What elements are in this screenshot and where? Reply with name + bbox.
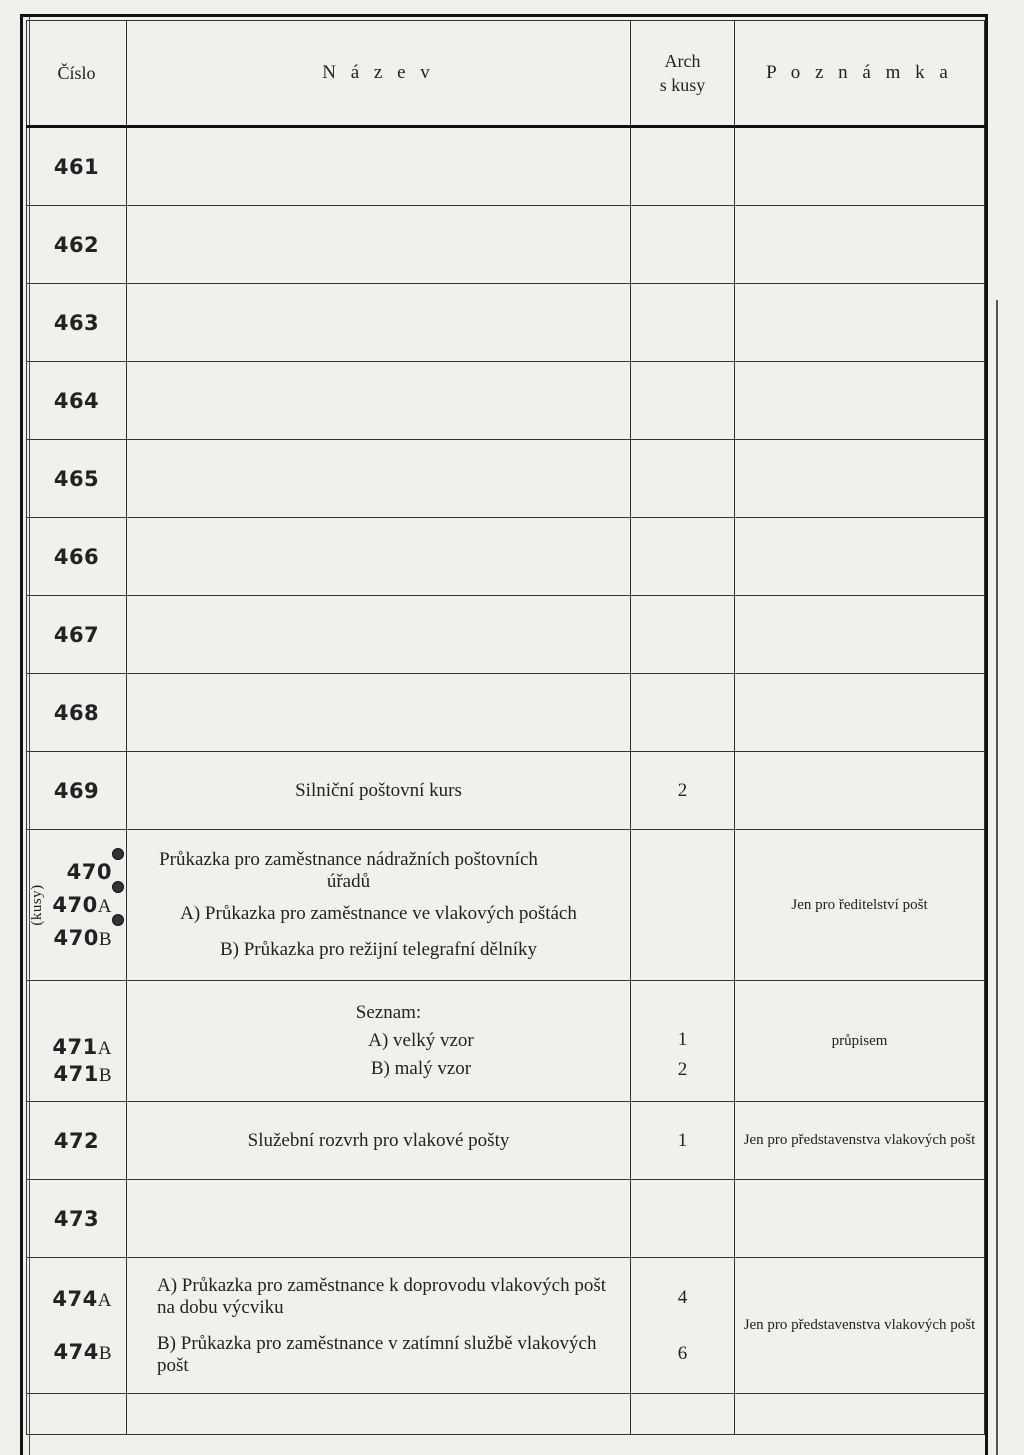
row-number-group <box>27 1258 127 1394</box>
row-note <box>735 440 985 518</box>
row-arch-b: 2 <box>677 1059 688 1080</box>
table-row <box>27 518 985 596</box>
table-row <box>27 752 985 830</box>
row-name-main: Průkazka pro zaměstnance nádražních poštovních úřadů <box>159 849 538 892</box>
row-number: 467 <box>27 596 127 674</box>
table-row <box>27 362 985 440</box>
row-arch <box>631 518 735 596</box>
registered-mark-icon <box>112 881 124 893</box>
row-note: Jen pro ředitelství pošt <box>735 830 985 981</box>
row-note <box>735 752 985 830</box>
row-name <box>127 1394 631 1435</box>
row-name <box>127 596 631 674</box>
row-arch <box>631 981 735 1102</box>
row-name <box>127 1258 631 1394</box>
row-arch <box>631 1394 735 1435</box>
row-number <box>27 1394 127 1435</box>
row-name <box>127 830 631 981</box>
row-arch: 2 <box>631 752 735 830</box>
row-note <box>735 674 985 752</box>
row-arch-a: 4 <box>677 1286 688 1308</box>
table-row-470 <box>27 830 985 981</box>
table-row-empty <box>27 1394 985 1435</box>
table-row <box>27 440 985 518</box>
row-note: Jen pro představenstva vlakových pošt <box>735 1258 985 1394</box>
table-row-474 <box>27 1258 985 1394</box>
row-name <box>127 127 631 206</box>
row-name <box>127 284 631 362</box>
form-catalog-table <box>26 20 985 1435</box>
row-number: 474 <box>52 1286 98 1311</box>
row-arch-b: 6 <box>677 1342 688 1364</box>
row-number: 464 <box>27 362 127 440</box>
row-arch <box>631 440 735 518</box>
row-number-suffix: B <box>98 928 112 950</box>
row-note: Jen pro představenstva vlakových pošt <box>735 1102 985 1180</box>
page-edge-line <box>996 300 998 1455</box>
row-arch: 1 <box>631 1102 735 1180</box>
table-row <box>27 206 985 284</box>
row-number: 461 <box>27 127 127 206</box>
row-arch <box>631 830 735 981</box>
row-number: 473 <box>27 1180 127 1258</box>
registered-mark-icon <box>112 914 124 926</box>
row-number-suffix: A <box>97 895 112 917</box>
row-arch <box>631 1180 735 1258</box>
row-number-suffix: A <box>97 1038 112 1059</box>
row-number-group <box>27 830 127 981</box>
row-name <box>127 440 631 518</box>
table-row-471 <box>27 981 985 1102</box>
row-arch <box>631 596 735 674</box>
header-row <box>27 21 985 127</box>
row-number: 474 <box>53 1339 99 1364</box>
row-note <box>735 1394 985 1435</box>
row-number: 468 <box>27 674 127 752</box>
row-number: 470 <box>66 859 112 884</box>
row-name-b: B) Průkazka pro režijní telegrafní dělníky <box>219 939 538 960</box>
table-row <box>27 127 985 206</box>
row-arch <box>631 206 735 284</box>
header-name: N á z e v <box>127 21 631 127</box>
row-number: 466 <box>27 518 127 596</box>
table-row <box>27 596 985 674</box>
side-label-kusy: (kusy) <box>29 884 46 926</box>
table-row <box>27 674 985 752</box>
row-number: 470 <box>53 925 99 950</box>
row-arch <box>631 362 735 440</box>
row-item-a: A) Průkazka pro zaměstnance k doprovodu vlakových pošt na dobu výcviku <box>157 1274 607 1318</box>
row-item-a: A) velký vzor <box>368 1030 474 1051</box>
row-number: 465 <box>27 440 127 518</box>
row-number: 462 <box>27 206 127 284</box>
row-number: 463 <box>27 284 127 362</box>
row-arch <box>631 284 735 362</box>
registered-mark-icon <box>112 848 124 860</box>
row-note <box>735 127 985 206</box>
header-number: Číslo <box>27 21 127 127</box>
row-number: 469 <box>27 752 127 830</box>
row-arch <box>631 674 735 752</box>
row-note: průpisem <box>735 981 985 1102</box>
row-number-group <box>27 981 127 1102</box>
row-note <box>735 518 985 596</box>
header-arch <box>631 21 735 127</box>
row-arch <box>631 127 735 206</box>
row-note <box>735 284 985 362</box>
row-name: Silniční poštovní kurs <box>127 752 631 830</box>
row-item-b: B) Průkazka pro zaměstnance v zatímní službě vlakových pošt <box>157 1332 597 1376</box>
row-number: 470 <box>52 892 98 917</box>
table-row-472 <box>27 1102 985 1180</box>
row-name: Služební rozvrh pro vlakové pošty <box>127 1102 631 1180</box>
row-name-a: A) Průkazka pro zaměstnance ve vlakových poštách <box>180 903 577 924</box>
row-number-suffix: A <box>97 1289 112 1311</box>
row-name <box>127 981 631 1102</box>
header-arch-line2: s kusy <box>659 75 706 95</box>
row-arch <box>631 1258 735 1394</box>
row-number: 472 <box>27 1102 127 1180</box>
row-number: 471 <box>53 1062 99 1086</box>
row-item-b: B) malý vzor <box>370 1058 472 1079</box>
row-title: Seznam: <box>355 1002 422 1023</box>
row-note <box>735 206 985 284</box>
header-arch-line1: Arch <box>664 51 701 71</box>
row-name <box>127 518 631 596</box>
row-note <box>735 596 985 674</box>
row-note <box>735 362 985 440</box>
table-row-473 <box>27 1180 985 1258</box>
row-name <box>127 206 631 284</box>
row-number-suffix: B <box>98 1065 112 1086</box>
row-name <box>127 362 631 440</box>
row-name <box>127 1180 631 1258</box>
row-note <box>735 1180 985 1258</box>
row-name <box>127 674 631 752</box>
row-arch-a: 1 <box>677 1029 688 1050</box>
row-number: 471 <box>52 1035 98 1059</box>
row-number-suffix: B <box>98 1342 112 1364</box>
table-row <box>27 284 985 362</box>
header-note: P o z n á m k a <box>735 21 985 127</box>
